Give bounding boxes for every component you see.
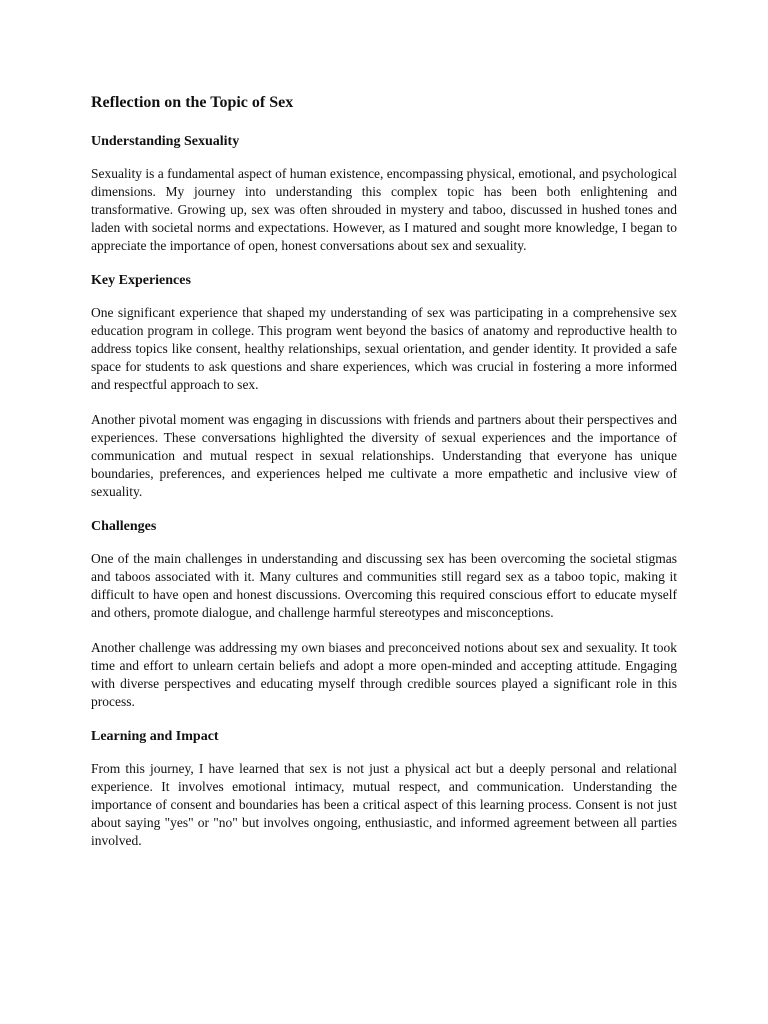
document-page <box>91 93 677 867</box>
section-heading: Challenges <box>91 519 157 534</box>
paragraph: One of the main challenges in understanding and discussing sex has been overcoming the societal stigmas and taboos associated with it. Many cultures and communities still regard sex as a taboo topic, making it difficult to have open and honest discussions. Overcoming this required conscious effort to educate myself and others, promote dialogue, and challenge harmful stereotypes and misconceptions. <box>91 551 677 620</box>
section-challenges <box>91 518 677 711</box>
section-heading: Understanding Sexuality <box>91 134 240 149</box>
section-key-experiences <box>91 272 677 501</box>
paragraph: Another pivotal moment was engaging in discussions with friends and partners about their perspectives and experiences. These conversations highlighted the diversity of sexual experiences and the importance of communication and mutual respect in sexual relationships. Understanding that everyone has unique boundaries, preferences, and experiences helped me cultivate a more empathetic and inclusive view of sexuality. <box>91 412 677 499</box>
section-heading: Learning and Impact <box>91 729 219 744</box>
paragraph: One significant experience that shaped my understanding of sex was participating in a comprehensive sex education program in college. This program went beyond the basics of anatomy and reproductive health to address topics like consent, healthy relationships, sexual orientation, and gender identity. It provided a safe space for students to ask questions and share experiences, which was crucial in fostering a more informed and respectful approach to sex. <box>91 305 677 392</box>
section-heading: Key Experiences <box>91 273 191 288</box>
section-learning-and-impact <box>91 728 677 850</box>
paragraph: Another challenge was addressing my own biases and preconceived notions about sex and sexuality. It took time and effort to unlearn certain beliefs and adopt a more open-minded and accepting attitude. Engaging with diverse perspectives and educating myself through credible sources played a significant role in this process. <box>91 640 677 709</box>
section-understanding-sexuality <box>91 133 677 255</box>
paragraph: From this journey, I have learned that sex is not just a physical act but a deeply personal and relational experience. It involves emotional intimacy, mutual respect, and communication. Understanding the importance of consent and boundaries has been a critical aspect of this learning process. Consent is not just about saying "yes" or "no" but involves ongoing, enthusiastic, and informed agreement between all parties involved. <box>91 761 677 848</box>
document-title: Reflection on the Topic of Sex <box>91 94 294 111</box>
paragraph: Sexuality is a fundamental aspect of human existence, encompassing physical, emotional, and psychological dimensions. My journey into understanding this complex topic has been both enlightening and transformative. Growing up, sex was often shrouded in mystery and taboo, discussed in hushed tones and laden with societal norms and expectations. However, as I matured and sought more knowledge, I began to appreciate the importance of open, honest conversations about sex and sexuality. <box>91 166 677 253</box>
